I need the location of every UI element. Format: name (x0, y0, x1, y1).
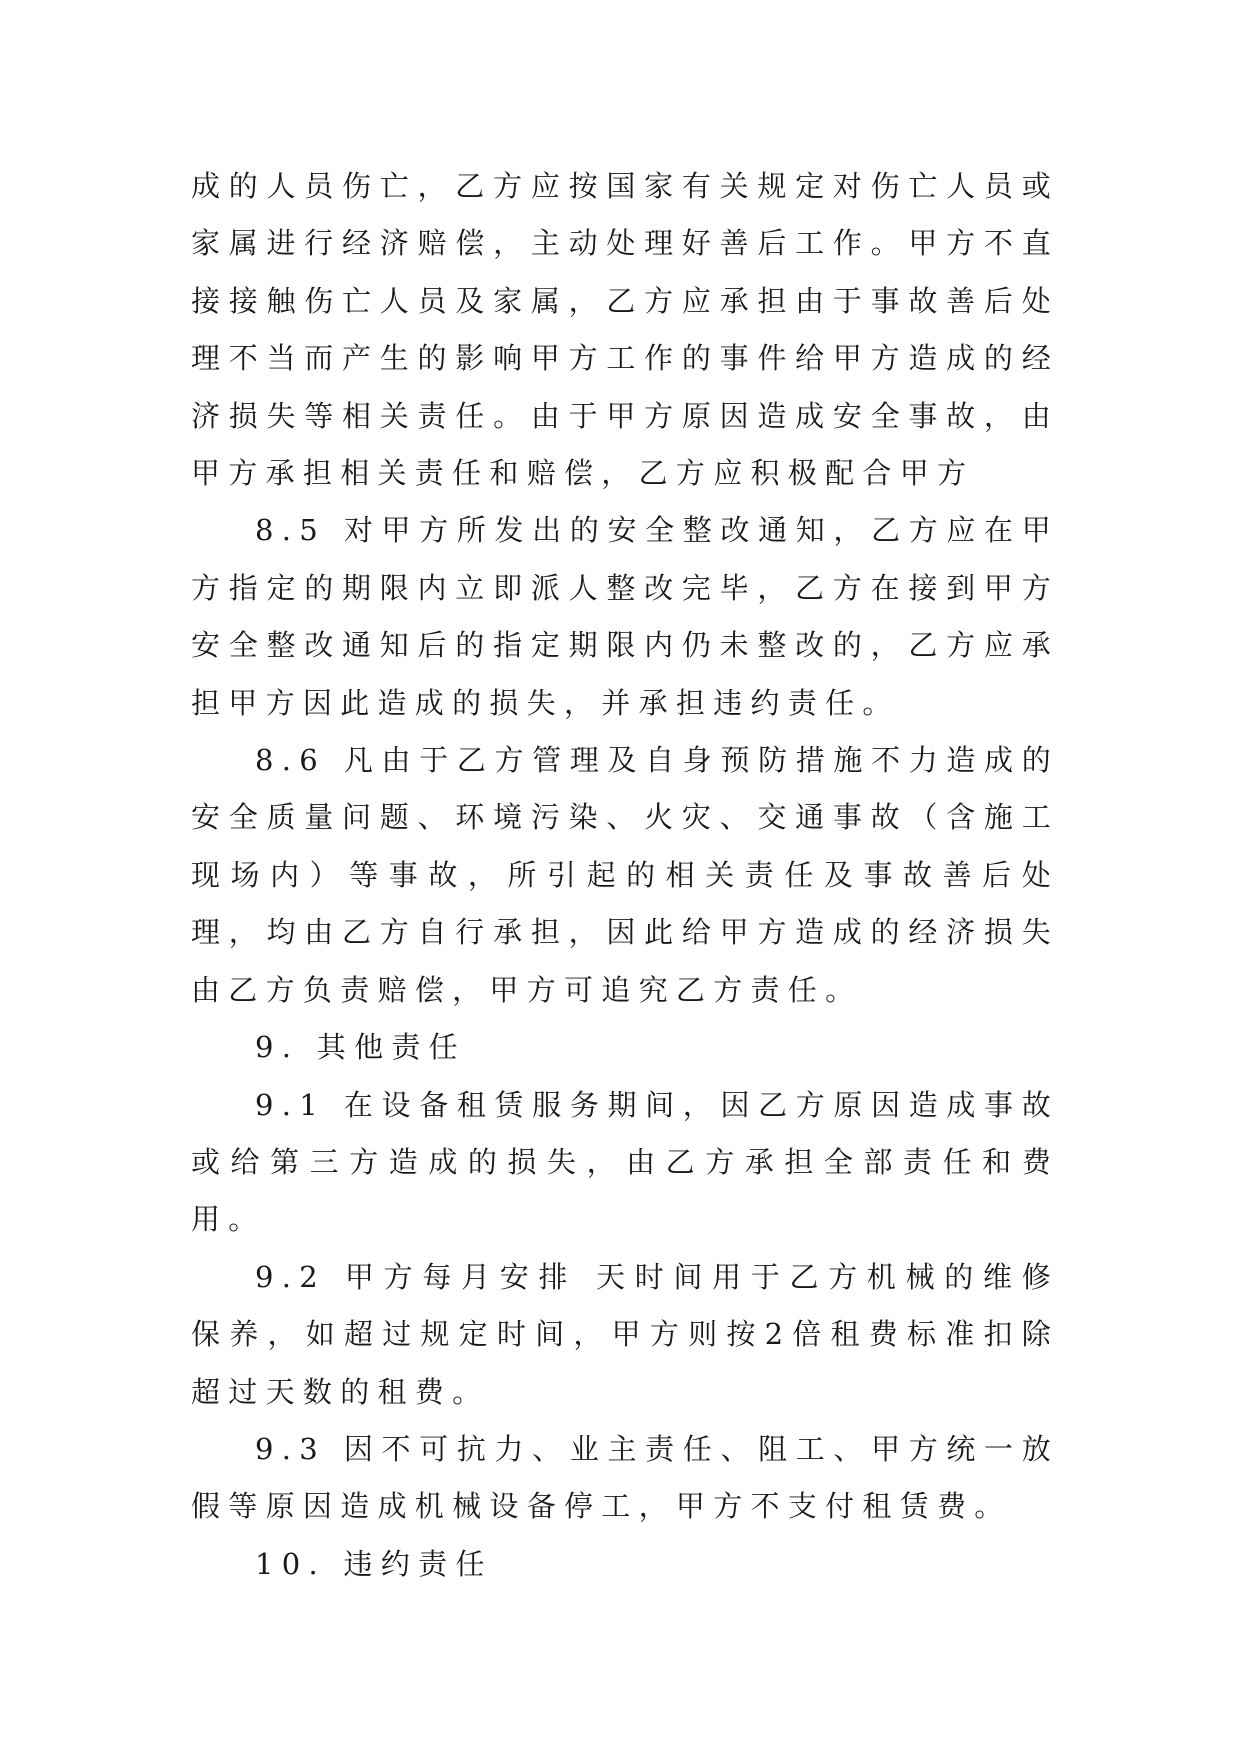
paragraph-8-5: 8.5 对甲方所发出的安全整改通知，乙方应在甲方指定的期限内立即派人整改完毕，乙方在接到甲方安全整改通知后的指定期限内仍未整改的，乙方应承担甲方因此造成的损失，并承担违约责任。 (191, 513, 1059, 720)
paragraph-8-4-continued: 成的人员伤亡，乙方应按国家有关规定对伤亡人员或家属进行经济赔偿，主动处理好善后工作。甲方不直接接触伤亡人员及家属，乙方应承担由于事故善后处理不当而产生的影响甲方工作的事件给甲方造成的经济损失等相关责任。由于甲方原因造成安全事故，由甲方承担相关责任和赔偿，乙方应积极配合甲方 (191, 169, 1059, 491)
paragraph-8-6: 8.6 凡由于乙方管理及自身预防措施不力造成的安全质量问题、环境污染、火灾、交通事故（含施工现场内）等事故，所引起的相关责任及事故善后处理，均由乙方自行承担，因此给甲方造成的经济损失由乙方负责赔偿，甲方可追究乙方责任。 (191, 743, 1059, 1007)
paragraph-9-2: 9.2 甲方每月安排 天时间用于乙方机械的维修保养，如超过规定时间，甲方则按2倍租费标准扣除超过天数的租费。 (191, 1259, 1059, 1409)
heading-9-other-responsibilities: 9. 其他责任 (255, 1030, 466, 1065)
document-body (191, 158, 1059, 1593)
paragraph-9-1: 9.1 在设备租赁服务期间，因乙方原因造成事故或给第三方造成的损失，由乙方承担全部责任和费用。 (191, 1087, 1059, 1237)
paragraph-9-3: 9.3 因不可抗力、业主责任、阻工、甲方统一放假等原因造成机械设备停工，甲方不支付租赁费。 (191, 1431, 1059, 1524)
heading-10-breach-liability: 10. 违约责任 (255, 1546, 493, 1581)
